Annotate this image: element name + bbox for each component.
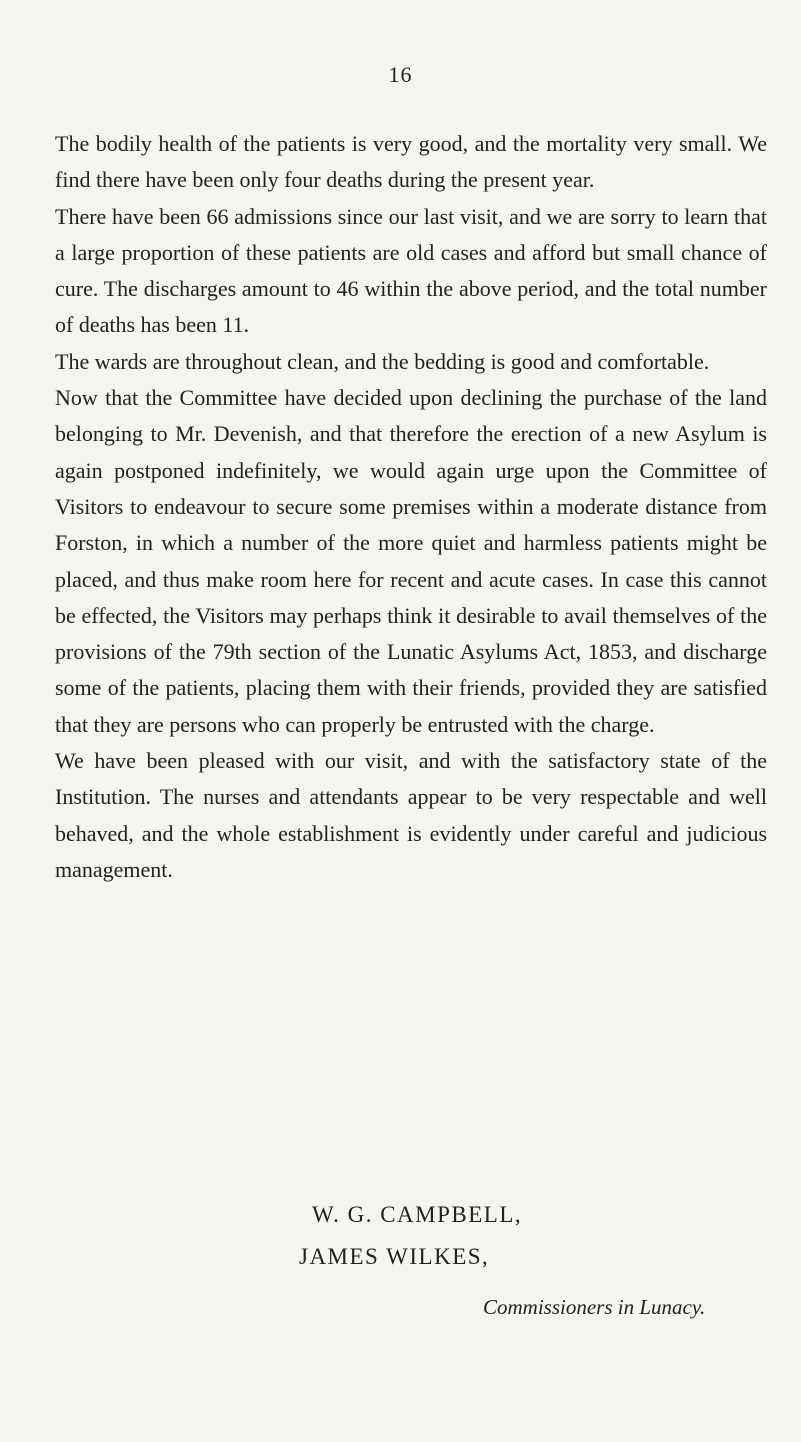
paragraph-health: The bodily health of the patients is very good, and the mortality very small. We find there have been only four deaths during the present year. — [55, 131, 767, 193]
body-text — [55, 126, 767, 888]
signature-wilkes: JAMES WILKES, — [299, 1244, 490, 1269]
signature-title: Commissioners in Lunacy. — [483, 1295, 706, 1319]
signature-campbell: W. G. CAMPBELL, — [312, 1202, 523, 1227]
paragraph-wards: The wards are throughout clean, and the bedding is good and comfortable. — [55, 348, 710, 374]
paragraph-visit: We have been pleased with our visit, and with the satisfactory state of the Institution. The nurses and attendants appear to be very respectable and well behaved, and the whole establishment is evidently under careful and judicious management. — [55, 748, 767, 882]
paragraph-admissions: There have been 66 admissions since our last visit, and we are sorry to learn that a large proportion of these patients are old cases and afford but small chance of cure. The discharges amount to 46 within the above period, and the total number of deaths has been 11. — [55, 203, 767, 338]
paragraph-committee: Now that the Committee have decided upon declining the purchase of the land belonging to Mr. Devenish, and that therefore the erection of a new Asylum is again postponed indefinitely, we would again urge upon the Committee of Visitors to endeavour to secure some premises within a moderate distance from Forston, in which a number of the more quiet and harmless patients might be placed, and thus make room here for recent and acute cases. In case this cannot be effected, the Visitors may perhaps think it desirable to avail themselves of the provisions of the 79th section of the Lunatic Asylums Act, 1853, and discharge some of the patients, placing them with their friends, provided they are satisfied that they are persons who can properly be entrusted with the charge. — [55, 385, 767, 737]
page-number: 16 — [388, 62, 413, 87]
